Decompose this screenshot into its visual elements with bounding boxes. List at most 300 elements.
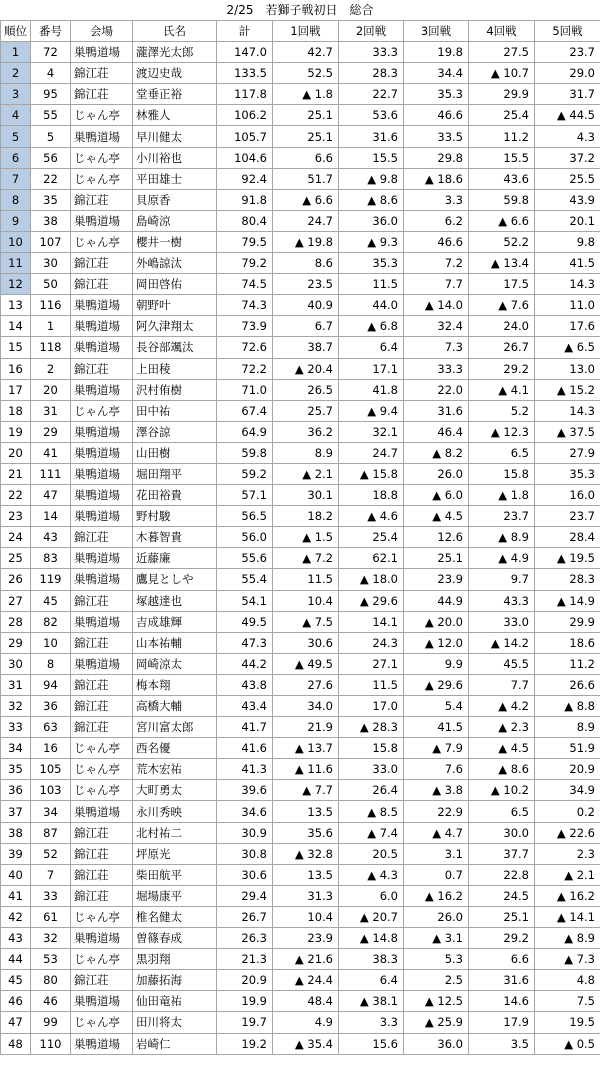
player-name-cell: 朝野叶 <box>133 295 217 316</box>
round-1-cell: 48.4 <box>273 991 339 1012</box>
round-3-cell: 34.4 <box>404 63 469 84</box>
rank-cell: 32 <box>1 696 31 717</box>
rank-cell: 48 <box>1 1033 31 1054</box>
round-1-cell: ▲ 7.7 <box>273 780 339 801</box>
total-score-cell: 20.9 <box>217 970 273 991</box>
table-row <box>1 189 600 210</box>
table-row <box>1 949 600 970</box>
venue-cell: 巣鴨道場 <box>71 506 133 527</box>
round-5-cell: 41.5 <box>535 253 600 274</box>
player-name-cell: 櫻井一樹 <box>133 231 217 252</box>
table-row <box>1 928 600 949</box>
rank-cell: 27 <box>1 590 31 611</box>
round-1-cell: 6.7 <box>273 316 339 337</box>
number-cell: 43 <box>31 527 71 548</box>
round-4-cell: 22.8 <box>469 864 535 885</box>
number-cell: 118 <box>31 337 71 358</box>
round-4-cell: ▲ 2.3 <box>469 717 535 738</box>
number-cell: 20 <box>31 379 71 400</box>
round-4-cell: 26.7 <box>469 337 535 358</box>
venue-cell: 巣鴨道場 <box>71 611 133 632</box>
rank-cell: 12 <box>1 274 31 295</box>
rank-cell: 10 <box>1 231 31 252</box>
total-score-cell: 80.4 <box>217 210 273 231</box>
total-score-cell: 147.0 <box>217 42 273 63</box>
table-row <box>1 632 600 653</box>
round-2-cell: 33.0 <box>339 759 404 780</box>
round-2-cell: ▲ 9.4 <box>339 400 404 421</box>
header-venue: 会場 <box>71 21 133 42</box>
round-4-cell: 17.5 <box>469 274 535 295</box>
round-4-cell: ▲ 8.6 <box>469 759 535 780</box>
number-cell: 30 <box>31 253 71 274</box>
player-name-cell: 仙田竜祐 <box>133 991 217 1012</box>
number-cell: 105 <box>31 759 71 780</box>
rank-cell: 37 <box>1 801 31 822</box>
number-cell: 36 <box>31 696 71 717</box>
round-1-cell: ▲ 2.1 <box>273 463 339 484</box>
number-cell: 45 <box>31 590 71 611</box>
rank-cell: 20 <box>1 442 31 463</box>
table-row <box>1 42 600 63</box>
number-cell: 2 <box>31 358 71 379</box>
round-2-cell: 27.1 <box>339 653 404 674</box>
table-row <box>1 970 600 991</box>
round-1-cell: 10.4 <box>273 590 339 611</box>
rank-cell: 28 <box>1 611 31 632</box>
round-1-cell: ▲ 35.4 <box>273 1033 339 1054</box>
round-1-cell: 8.6 <box>273 253 339 274</box>
table-row <box>1 295 600 316</box>
total-score-cell: 34.6 <box>217 801 273 822</box>
round-5-cell: 0.2 <box>535 801 600 822</box>
round-5-cell: ▲ 8.8 <box>535 696 600 717</box>
standings-table <box>0 20 600 1055</box>
venue-cell: 巣鴨道場 <box>71 653 133 674</box>
table-row <box>1 358 600 379</box>
round-4-cell: 43.6 <box>469 168 535 189</box>
round-3-cell: 19.8 <box>404 42 469 63</box>
round-1-cell: 21.9 <box>273 717 339 738</box>
round-2-cell: 38.3 <box>339 949 404 970</box>
round-3-cell: ▲ 4.7 <box>404 822 469 843</box>
rank-cell: 44 <box>1 949 31 970</box>
round-1-cell: 25.7 <box>273 400 339 421</box>
round-5-cell: 29.9 <box>535 611 600 632</box>
number-cell: 4 <box>31 63 71 84</box>
table-row <box>1 590 600 611</box>
venue-cell: じゃん亭 <box>71 738 133 759</box>
player-name-cell: 平田雄士 <box>133 168 217 189</box>
round-5-cell: 43.9 <box>535 189 600 210</box>
round-5-cell: 31.7 <box>535 84 600 105</box>
total-score-cell: 30.9 <box>217 822 273 843</box>
player-name-cell: 黒羽翔 <box>133 949 217 970</box>
round-3-cell: ▲ 12.0 <box>404 632 469 653</box>
player-name-cell: 小川裕也 <box>133 147 217 168</box>
header-rank: 順位 <box>1 21 31 42</box>
total-score-cell: 21.3 <box>217 949 273 970</box>
total-score-cell: 71.0 <box>217 379 273 400</box>
round-3-cell: 22.0 <box>404 379 469 400</box>
rank-cell: 5 <box>1 126 31 147</box>
round-2-cell: 31.6 <box>339 126 404 147</box>
table-row <box>1 168 600 189</box>
table-row <box>1 653 600 674</box>
total-score-cell: 54.1 <box>217 590 273 611</box>
total-score-cell: 74.5 <box>217 274 273 295</box>
venue-cell: じゃん亭 <box>71 231 133 252</box>
total-score-cell: 92.4 <box>217 168 273 189</box>
round-3-cell: 7.2 <box>404 253 469 274</box>
venue-cell: じゃん亭 <box>71 906 133 927</box>
round-1-cell: ▲ 7.5 <box>273 611 339 632</box>
total-score-cell: 39.6 <box>217 780 273 801</box>
player-name-cell: 林雅人 <box>133 105 217 126</box>
rank-cell: 6 <box>1 147 31 168</box>
round-3-cell: 5.4 <box>404 696 469 717</box>
round-5-cell: 28.4 <box>535 527 600 548</box>
round-4-cell: 59.8 <box>469 189 535 210</box>
rank-cell: 45 <box>1 970 31 991</box>
header-round-2: 2回戦 <box>339 21 404 42</box>
round-3-cell: 26.0 <box>404 906 469 927</box>
round-1-cell: 13.5 <box>273 864 339 885</box>
round-5-cell: 11.0 <box>535 295 600 316</box>
venue-cell: 錦江荘 <box>71 632 133 653</box>
player-name-cell: 長谷部颯汰 <box>133 337 217 358</box>
player-name-cell: 澤谷諒 <box>133 421 217 442</box>
round-5-cell: 23.7 <box>535 506 600 527</box>
round-2-cell: 53.6 <box>339 105 404 126</box>
round-1-cell: 36.2 <box>273 421 339 442</box>
player-name-cell: 近藤廉 <box>133 548 217 569</box>
player-name-cell: 早川健太 <box>133 126 217 147</box>
round-2-cell: ▲ 9.3 <box>339 231 404 252</box>
round-2-cell: 41.8 <box>339 379 404 400</box>
player-name-cell: 外嶋諒汰 <box>133 253 217 274</box>
player-name-cell: 塚越達也 <box>133 590 217 611</box>
rank-cell: 8 <box>1 189 31 210</box>
venue-cell: じゃん亭 <box>71 949 133 970</box>
total-score-cell: 67.4 <box>217 400 273 421</box>
rank-cell: 36 <box>1 780 31 801</box>
round-4-cell: ▲ 7.6 <box>469 295 535 316</box>
round-5-cell: 35.3 <box>535 463 600 484</box>
number-cell: 14 <box>31 506 71 527</box>
round-4-cell: 9.7 <box>469 569 535 590</box>
total-score-cell: 79.2 <box>217 253 273 274</box>
total-score-cell: 43.4 <box>217 696 273 717</box>
rank-cell: 23 <box>1 506 31 527</box>
round-4-cell: ▲ 4.2 <box>469 696 535 717</box>
total-score-cell: 105.7 <box>217 126 273 147</box>
round-1-cell: ▲ 6.6 <box>273 189 339 210</box>
round-3-cell: ▲ 25.9 <box>404 1012 469 1033</box>
venue-cell: 錦江荘 <box>71 253 133 274</box>
number-cell: 72 <box>31 42 71 63</box>
round-5-cell: 19.5 <box>535 1012 600 1033</box>
total-score-cell: 56.5 <box>217 506 273 527</box>
round-3-cell: ▲ 20.0 <box>404 611 469 632</box>
round-2-cell: 35.3 <box>339 253 404 274</box>
player-name-cell: 岩崎仁 <box>133 1033 217 1054</box>
player-name-cell: 沢村侑樹 <box>133 379 217 400</box>
rank-cell: 16 <box>1 358 31 379</box>
round-2-cell: 17.1 <box>339 358 404 379</box>
round-1-cell: 35.6 <box>273 822 339 843</box>
round-3-cell: 3.1 <box>404 843 469 864</box>
table-row <box>1 780 600 801</box>
table-row <box>1 1012 600 1033</box>
rank-cell: 39 <box>1 843 31 864</box>
round-4-cell: 29.2 <box>469 358 535 379</box>
venue-cell: 錦江荘 <box>71 527 133 548</box>
rank-cell: 29 <box>1 632 31 653</box>
round-1-cell: ▲ 32.8 <box>273 843 339 864</box>
round-2-cell: ▲ 20.7 <box>339 906 404 927</box>
number-cell: 8 <box>31 653 71 674</box>
total-score-cell: 26.3 <box>217 928 273 949</box>
round-5-cell: ▲ 37.5 <box>535 421 600 442</box>
round-2-cell: 18.8 <box>339 485 404 506</box>
number-cell: 55 <box>31 105 71 126</box>
round-2-cell: ▲ 6.8 <box>339 316 404 337</box>
round-1-cell: ▲ 11.6 <box>273 759 339 780</box>
round-5-cell: ▲ 6.5 <box>535 337 600 358</box>
header-round-3: 3回戦 <box>404 21 469 42</box>
round-4-cell: 33.0 <box>469 611 535 632</box>
round-2-cell: 17.0 <box>339 696 404 717</box>
number-cell: 83 <box>31 548 71 569</box>
table-row <box>1 1033 600 1054</box>
rank-cell: 13 <box>1 295 31 316</box>
round-1-cell: 11.5 <box>273 569 339 590</box>
table-row <box>1 717 600 738</box>
venue-cell: じゃん亭 <box>71 147 133 168</box>
header-round-4: 4回戦 <box>469 21 535 42</box>
venue-cell: 巣鴨道場 <box>71 337 133 358</box>
round-4-cell: 25.4 <box>469 105 535 126</box>
table-row <box>1 906 600 927</box>
venue-cell: 巣鴨道場 <box>71 548 133 569</box>
rank-cell: 33 <box>1 717 31 738</box>
player-name-cell: 堂垂正裕 <box>133 84 217 105</box>
round-4-cell: ▲ 13.4 <box>469 253 535 274</box>
total-score-cell: 74.3 <box>217 295 273 316</box>
number-cell: 29 <box>31 421 71 442</box>
table-row <box>1 63 600 84</box>
round-4-cell: 7.7 <box>469 674 535 695</box>
total-score-cell: 47.3 <box>217 632 273 653</box>
round-5-cell: 37.2 <box>535 147 600 168</box>
round-4-cell: 45.5 <box>469 653 535 674</box>
total-score-cell: 72.2 <box>217 358 273 379</box>
round-1-cell: 30.6 <box>273 632 339 653</box>
total-score-cell: 19.9 <box>217 991 273 1012</box>
player-name-cell: 鷹見としや <box>133 569 217 590</box>
round-1-cell: 25.1 <box>273 126 339 147</box>
round-1-cell: ▲ 13.7 <box>273 738 339 759</box>
round-5-cell: 29.0 <box>535 63 600 84</box>
round-2-cell: ▲ 14.8 <box>339 928 404 949</box>
player-name-cell: 岡崎涼太 <box>133 653 217 674</box>
round-3-cell: ▲ 8.2 <box>404 442 469 463</box>
player-name-cell: 渡辺史哉 <box>133 63 217 84</box>
player-name-cell: 野村駿 <box>133 506 217 527</box>
venue-cell: じゃん亭 <box>71 1012 133 1033</box>
total-score-cell: 43.8 <box>217 674 273 695</box>
number-cell: 61 <box>31 906 71 927</box>
number-cell: 53 <box>31 949 71 970</box>
round-5-cell: 14.3 <box>535 274 600 295</box>
round-1-cell: 8.9 <box>273 442 339 463</box>
round-3-cell: 23.9 <box>404 569 469 590</box>
round-3-cell: 7.3 <box>404 337 469 358</box>
player-name-cell: 上田稜 <box>133 358 217 379</box>
rank-cell: 42 <box>1 906 31 927</box>
number-cell: 38 <box>31 210 71 231</box>
number-cell: 52 <box>31 843 71 864</box>
rank-cell: 2 <box>1 63 31 84</box>
round-1-cell: ▲ 49.5 <box>273 653 339 674</box>
table-row <box>1 801 600 822</box>
player-name-cell: 田中祐 <box>133 400 217 421</box>
total-score-cell: 57.1 <box>217 485 273 506</box>
table-row <box>1 674 600 695</box>
rank-cell: 43 <box>1 928 31 949</box>
round-2-cell: 22.7 <box>339 84 404 105</box>
round-1-cell: ▲ 20.4 <box>273 358 339 379</box>
table-row <box>1 253 600 274</box>
round-5-cell: 20.1 <box>535 210 600 231</box>
venue-cell: 錦江荘 <box>71 696 133 717</box>
round-4-cell: 29.2 <box>469 928 535 949</box>
rank-cell: 15 <box>1 337 31 358</box>
round-2-cell: 11.5 <box>339 674 404 695</box>
round-5-cell: 8.9 <box>535 717 600 738</box>
round-4-cell: 15.8 <box>469 463 535 484</box>
round-1-cell: ▲ 1.8 <box>273 84 339 105</box>
number-cell: 32 <box>31 928 71 949</box>
number-cell: 116 <box>31 295 71 316</box>
round-3-cell: 35.3 <box>404 84 469 105</box>
round-3-cell: ▲ 6.0 <box>404 485 469 506</box>
round-3-cell: 44.9 <box>404 590 469 611</box>
round-2-cell: 32.1 <box>339 421 404 442</box>
round-2-cell: 25.4 <box>339 527 404 548</box>
number-cell: 47 <box>31 485 71 506</box>
round-5-cell: 11.2 <box>535 653 600 674</box>
round-4-cell: ▲ 4.1 <box>469 379 535 400</box>
round-5-cell: 7.5 <box>535 991 600 1012</box>
venue-cell: 巣鴨道場 <box>71 463 133 484</box>
round-5-cell: 23.7 <box>535 42 600 63</box>
round-5-cell: 13.0 <box>535 358 600 379</box>
rank-cell: 41 <box>1 885 31 906</box>
number-cell: 1 <box>31 316 71 337</box>
total-score-cell: 29.4 <box>217 885 273 906</box>
total-score-cell: 55.4 <box>217 569 273 590</box>
round-5-cell: 2.3 <box>535 843 600 864</box>
round-4-cell: 31.6 <box>469 970 535 991</box>
round-2-cell: ▲ 28.3 <box>339 717 404 738</box>
round-1-cell: ▲ 21.6 <box>273 949 339 970</box>
round-3-cell: 3.3 <box>404 189 469 210</box>
round-5-cell: 4.8 <box>535 970 600 991</box>
round-1-cell: 30.1 <box>273 485 339 506</box>
round-3-cell: 46.4 <box>404 421 469 442</box>
round-1-cell: ▲ 1.5 <box>273 527 339 548</box>
total-score-cell: 41.6 <box>217 738 273 759</box>
rank-cell: 3 <box>1 84 31 105</box>
player-name-cell: 坪原光 <box>133 843 217 864</box>
venue-cell: 錦江荘 <box>71 189 133 210</box>
round-3-cell: 46.6 <box>404 231 469 252</box>
round-1-cell: 13.5 <box>273 801 339 822</box>
rank-cell: 35 <box>1 759 31 780</box>
round-1-cell: 10.4 <box>273 906 339 927</box>
round-1-cell: 52.5 <box>273 63 339 84</box>
number-cell: 7 <box>31 864 71 885</box>
player-name-cell: 宮川富太郎 <box>133 717 217 738</box>
round-4-cell: 29.9 <box>469 84 535 105</box>
player-name-cell: 吉成雄輝 <box>133 611 217 632</box>
round-4-cell: ▲ 12.3 <box>469 421 535 442</box>
table-row <box>1 885 600 906</box>
venue-cell: 錦江荘 <box>71 358 133 379</box>
rank-cell: 14 <box>1 316 31 337</box>
rank-cell: 40 <box>1 864 31 885</box>
round-1-cell: 18.2 <box>273 506 339 527</box>
round-5-cell: 26.6 <box>535 674 600 695</box>
total-score-cell: 44.2 <box>217 653 273 674</box>
round-2-cell: ▲ 38.1 <box>339 991 404 1012</box>
total-score-cell: 30.6 <box>217 864 273 885</box>
round-3-cell: ▲ 3.8 <box>404 780 469 801</box>
player-name-cell: 梅本翔 <box>133 674 217 695</box>
round-3-cell: ▲ 7.9 <box>404 738 469 759</box>
round-4-cell: 27.5 <box>469 42 535 63</box>
number-cell: 103 <box>31 780 71 801</box>
round-5-cell: 20.9 <box>535 759 600 780</box>
table-row <box>1 822 600 843</box>
round-4-cell: 11.2 <box>469 126 535 147</box>
rank-cell: 24 <box>1 527 31 548</box>
venue-cell: 巣鴨道場 <box>71 801 133 822</box>
round-4-cell: 43.3 <box>469 590 535 611</box>
number-cell: 5 <box>31 126 71 147</box>
round-2-cell: 62.1 <box>339 548 404 569</box>
total-score-cell: 72.6 <box>217 337 273 358</box>
round-5-cell: ▲ 2.1 <box>535 864 600 885</box>
rank-cell: 19 <box>1 421 31 442</box>
round-4-cell: ▲ 4.9 <box>469 548 535 569</box>
table-row <box>1 611 600 632</box>
round-2-cell: 24.3 <box>339 632 404 653</box>
round-3-cell: 22.9 <box>404 801 469 822</box>
round-1-cell: 42.7 <box>273 42 339 63</box>
venue-cell: 錦江荘 <box>71 970 133 991</box>
number-cell: 34 <box>31 801 71 822</box>
total-score-cell: 91.8 <box>217 189 273 210</box>
round-1-cell: 23.5 <box>273 274 339 295</box>
venue-cell: 巣鴨道場 <box>71 316 133 337</box>
round-3-cell: 26.0 <box>404 463 469 484</box>
table-row <box>1 274 600 295</box>
player-name-cell: 加藤拓海 <box>133 970 217 991</box>
round-2-cell: ▲ 9.8 <box>339 168 404 189</box>
